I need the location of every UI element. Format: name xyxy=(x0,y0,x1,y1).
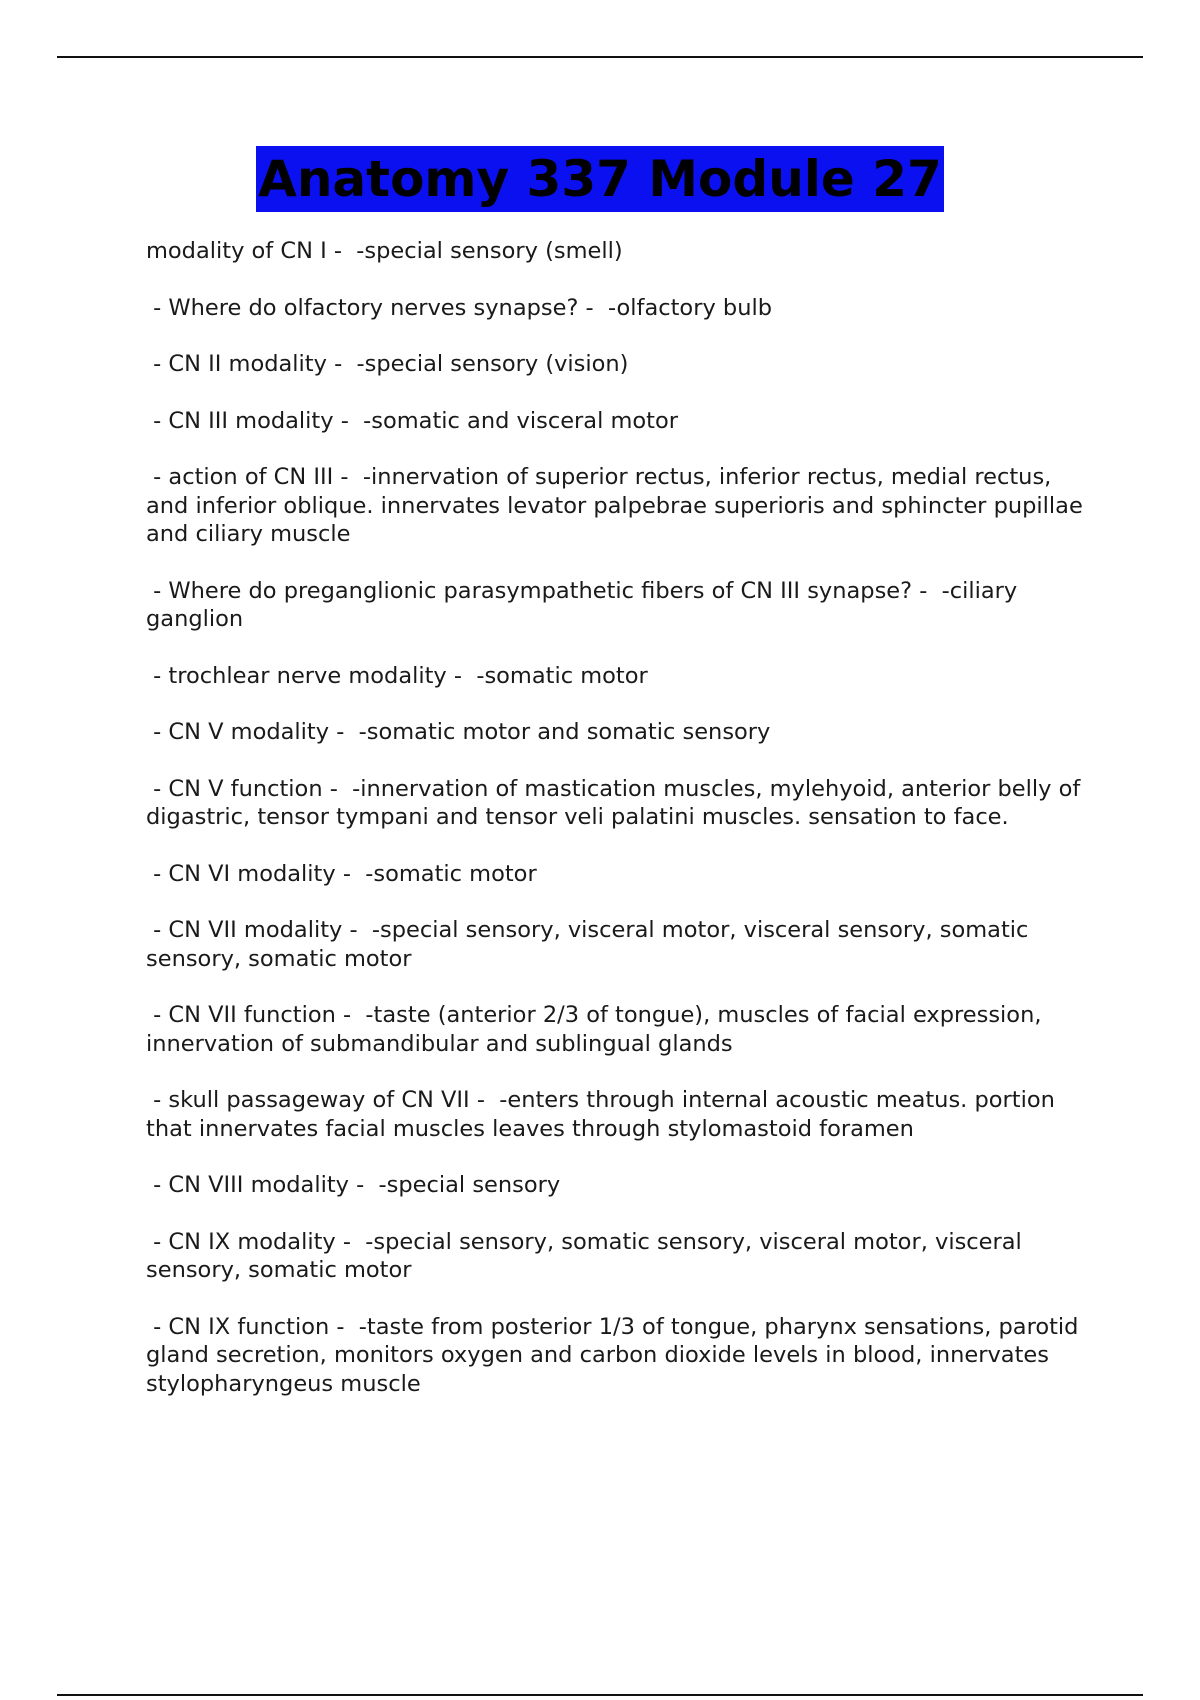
qa-item: - Where do preganglionic parasympathetic fibers of CN III synapse? - -ciliary ganglion xyxy=(146,577,1025,632)
qa-item: - CN III modality - -somatic and visceral motor xyxy=(146,407,679,434)
qa-item: - Where do olfactory nerves synapse? - -olfactory bulb xyxy=(146,294,772,321)
qa-item: - CN VIII modality - -special sensory xyxy=(146,1172,561,1198)
qa-item: - CN VII modality - -special sensory, visceral motor, visceral sensory, somatic sensory, somatic motor xyxy=(146,917,1036,972)
qa-item: - skull passageway of CN VII - -enters through internal acoustic meatus. portion that innervates facial muscles leaves through stylomastoid foramen xyxy=(146,1087,1063,1142)
title-container xyxy=(0,146,1200,212)
qa-item: modality of CN I - -special sensory (smell) xyxy=(146,238,623,264)
qa-item: - CN V modality - -somatic motor and somatic sensory xyxy=(146,719,771,745)
qa-item: - trochlear nerve modality - -somatic motor xyxy=(146,662,648,689)
document-title: Anatomy 337 Module 27 xyxy=(256,146,944,212)
qa-item: - CN VII function - -taste (anterior 2/3 of tongue), muscles of facial expression, innervation of submandibular and sublingual glands xyxy=(146,1002,1049,1057)
qa-list xyxy=(146,237,1096,1426)
qa-item: - CN II modality - -special sensory (vision) xyxy=(146,351,629,377)
qa-item: - CN IX function - -taste from posterior 1/3 of tongue, pharynx sensations, parotid gland secretion, monitors oxygen and carbon dioxide levels in blood, innervates stylopharyngeus muscle xyxy=(146,1313,1086,1397)
qa-item: - action of CN III - -innervation of superior rectus, inferior rectus, medial rectus, and inferior oblique. innervates levator palpebrae superioris and sphincter pupillae and ciliary muscle xyxy=(146,464,1090,547)
qa-item: - CN VI modality - -somatic motor xyxy=(146,860,537,887)
qa-item: - CN IX modality - -special sensory, somatic sensory, visceral motor, visceral sensory, somatic motor xyxy=(146,1228,1029,1283)
top-rule xyxy=(57,56,1143,58)
bottom-rule xyxy=(57,1694,1143,1696)
qa-item: - CN V function - -innervation of mastication muscles, mylehyoid, anterior belly of digastric, tensor tympani and tensor veli palatini muscles. sensation to face. xyxy=(146,775,1088,830)
